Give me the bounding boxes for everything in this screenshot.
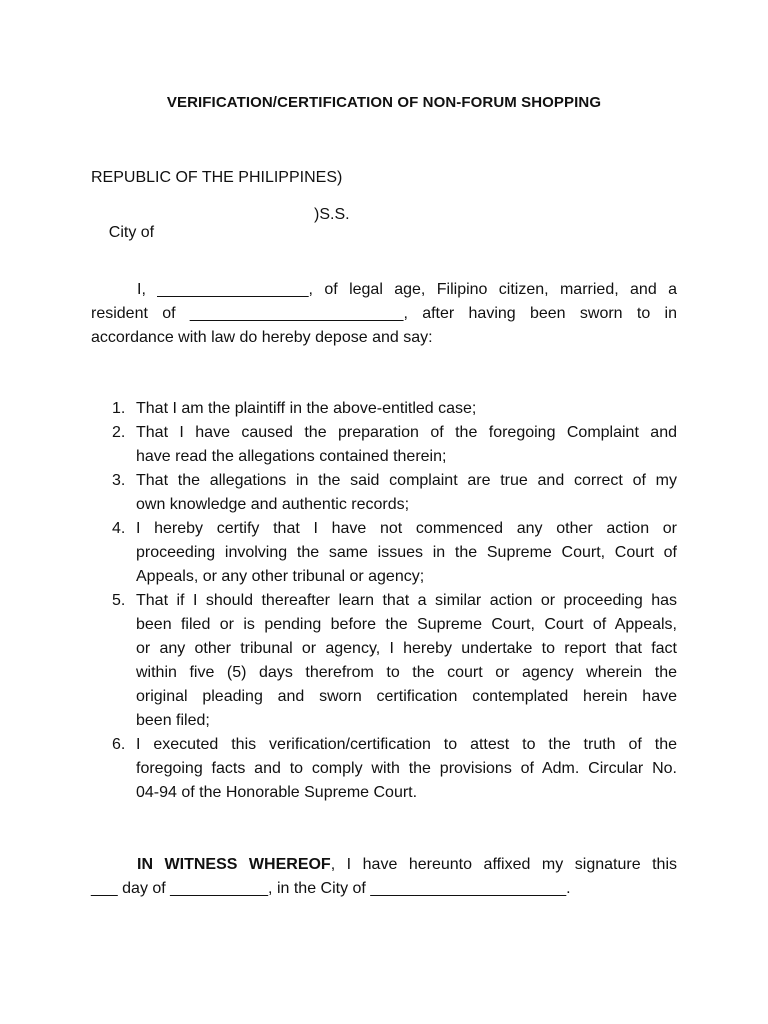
list-item-line: or any other tribunal or agency, I hereby undertake to report that fact xyxy=(136,640,677,657)
list-item-line: within five (5) days therefrom to the court or agency wherein the xyxy=(136,664,677,681)
witness-paragraph xyxy=(91,853,677,901)
list-item-line: That if I should thereafter learn that a similar action or proceeding has xyxy=(136,592,677,609)
affiant-intro-paragraph xyxy=(91,278,677,350)
list-item-number: 5. xyxy=(112,592,126,609)
list-item-line: 04-94 of the Honorable Supreme Court. xyxy=(136,784,418,801)
list-item-line: own knowledge and authentic records; xyxy=(136,496,410,513)
city-label: City of xyxy=(108,224,155,241)
list-item xyxy=(91,733,677,805)
list-item-line: I executed this verification/certification to attest to the truth of the xyxy=(136,736,677,753)
list-item-line: have read the allegations contained therein; xyxy=(136,448,447,465)
list-item-number: 4. xyxy=(112,520,126,537)
intro-line: accordance with law do hereby depose and say: xyxy=(91,329,433,346)
intro-line: I, _________________, of legal age, Filipino citizen, married, and a xyxy=(137,281,677,298)
venue-republic-line: REPUBLIC OF THE PHILIPPINES) xyxy=(91,169,343,186)
list-item-line: been filed or is pending before the Supreme Court, Court of Appeals, xyxy=(136,616,677,633)
list-item-line: proceeding involving the same issues in the Supreme Court, Court of xyxy=(136,544,677,561)
intro-line: resident of ________________________, after having been sworn to in xyxy=(91,305,677,322)
list-item-number: 1. xyxy=(112,400,126,417)
witness-bold-lead: IN WITNESS WHEREOF xyxy=(137,856,331,873)
list-item xyxy=(91,421,677,469)
venue-city-line xyxy=(91,206,350,278)
list-item-line: That I have caused the preparation of the foregoing Complaint and xyxy=(136,424,677,441)
document-title: VERIFICATION/CERTIFICATION OF NON-FORUM SHOPPING xyxy=(166,94,602,111)
list-item xyxy=(91,589,677,733)
list-item-number: 6. xyxy=(112,736,126,753)
list-item-line: foregoing facts and to comply with the provisions of Adm. Circular No. xyxy=(136,760,677,777)
list-item-number: 3. xyxy=(112,472,126,489)
allegations-list xyxy=(91,397,677,805)
list-item-line: I hereby certify that I have not commenced any other action or xyxy=(136,520,677,537)
list-item xyxy=(91,397,677,421)
list-item-line: Appeals, or any other tribunal or agency; xyxy=(136,568,425,585)
list-item-line: That the allegations in the said complaint are true and correct of my xyxy=(136,472,677,489)
list-item xyxy=(91,517,677,589)
list-item-number: 2. xyxy=(112,424,126,441)
list-item-line: been filed; xyxy=(136,712,210,729)
list-item xyxy=(91,469,677,517)
witness-line-rest: , I have hereunto affixed my signature this xyxy=(330,856,678,873)
ss-label: )S.S. xyxy=(314,206,350,223)
list-item-line: That I am the plaintiff in the above-entitled case; xyxy=(136,400,477,417)
witness-line: ___ day of ___________, in the City of ______________________. xyxy=(91,880,571,897)
list-item-line: original pleading and sworn certification contemplated herein have xyxy=(136,688,677,705)
witness-line xyxy=(91,853,677,877)
